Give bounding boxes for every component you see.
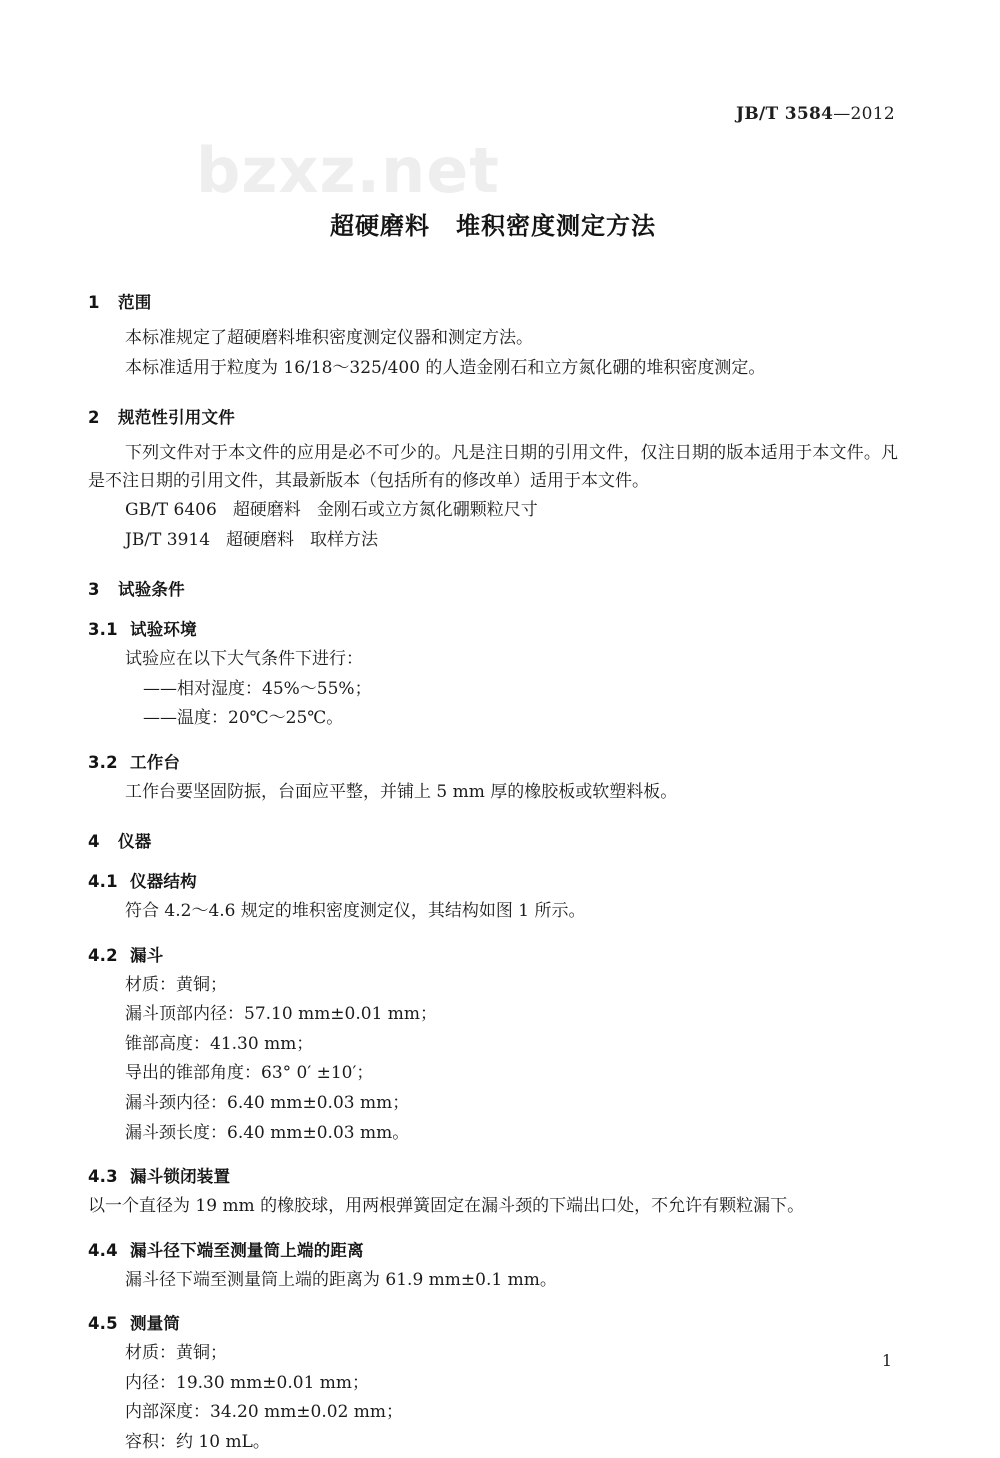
reference-desc-2: 取样方法 [310, 529, 379, 550]
subsection-heading-3-2 [88, 749, 898, 773]
subsection-4-5-line-1: 材质：黄铜； [125, 1343, 227, 1364]
reference-code-2: JB/T 3914 [125, 529, 211, 550]
section-heading-3 [88, 576, 898, 600]
title-part-1: 超硬磨料 [330, 212, 430, 240]
section-1-line-2: 本标准适用于粒度为 16/18～325/400 的人造金刚石和立方氮化硼的堆积密度测定。 [125, 357, 766, 378]
subsection-number-3-2: 3.2 [88, 752, 118, 772]
subsection-number-4-4: 4.4 [88, 1240, 118, 1260]
subsection-number-4-2: 4.2 [88, 945, 118, 965]
standard-separator: — [833, 104, 851, 124]
subsection-3-2-line-1: 工作台要坚固防振，台面应平整，并铺上 5 mm 厚的橡胶板或软塑料板。 [125, 781, 678, 802]
watermark-text: bzxz.net [196, 134, 500, 207]
subsection-4-5-line-2: 内径：19.30 mm±0.01 mm； [125, 1372, 370, 1393]
reference-desc-1: 金刚石或立方氮化硼颗粒尺寸 [316, 500, 538, 521]
standard-header [736, 104, 895, 124]
subsection-heading-4-5 [88, 1310, 898, 1334]
subsection-4-2-line-4: 导出的锥部角度：63° 0′ ±10′； [125, 1063, 374, 1084]
subsection-4-2-line-3: 锥部高度：41.30 mm； [125, 1033, 314, 1054]
page-title [88, 206, 898, 241]
subsection-4-5-line-3: 内部深度：34.20 mm±0.02 mm； [125, 1402, 404, 1423]
subsection-4-4-line-1: 漏斗径下端至测量筒上端的距离为 61.9 mm±0.1 mm。 [125, 1269, 557, 1290]
subsection-heading-4-3 [88, 1163, 898, 1187]
section-title-1: 范围 [118, 293, 152, 312]
section-number-4: 4 [88, 832, 100, 852]
subsection-title-4-4: 漏斗径下端至测量筒上端的距离 [130, 1240, 364, 1260]
section-heading-2 [88, 404, 898, 428]
subsection-4-5-line-4: 容积：约 10 mL。 [125, 1431, 270, 1452]
reference-item-1 [88, 497, 898, 525]
subsection-4-2-line-2: 漏斗顶部内径：57.10 mm±0.01 mm； [125, 1004, 438, 1025]
subsection-title-3-2: 工作台 [130, 752, 181, 772]
subsection-title-4-3: 漏斗锁闭装置 [130, 1167, 231, 1187]
document-body [88, 206, 898, 1458]
section-number-3: 3 [88, 580, 100, 600]
reference-code-1: GB/T 6406 [125, 500, 217, 521]
subsection-number-3-1: 3.1 [88, 620, 118, 640]
reference-name-1: 超硬磨料 [232, 500, 301, 521]
subsection-heading-4-4 [88, 1237, 898, 1261]
subsection-4-1-line-1: 符合 4.2～4.6 规定的堆积密度测定仪，其结构如图 1 所示。 [125, 901, 586, 922]
subsection-4-2-line-6: 漏斗颈长度：6.40 mm±0.03 mm。 [125, 1122, 410, 1143]
standard-code: JB/T 3584 [736, 104, 834, 124]
subsection-heading-4-1 [88, 868, 898, 892]
subsection-4-3-line-1: 以一个直径为 19 mm 的橡胶球，用两根弹簧固定在漏斗颈的下端出口处，不允许有颗粒漏下。 [88, 1196, 805, 1217]
subsection-heading-3-1 [88, 616, 898, 640]
subsection-3-1-line-1: 试验应在以下大气条件下进行： [125, 649, 363, 670]
reference-item-2 [88, 527, 898, 555]
section-title-2: 规范性引用文件 [118, 408, 235, 428]
subsection-title-4-1: 仪器结构 [130, 872, 197, 892]
section-number-1: 1 [88, 293, 100, 312]
page-number: 1 [881, 1351, 892, 1370]
subsection-number-4-5: 4.5 [88, 1314, 118, 1334]
subsection-number-4-1: 4.1 [88, 872, 118, 892]
section-title-3: 试验条件 [118, 580, 185, 600]
section-heading-4 [88, 828, 898, 852]
subsection-number-4-3: 4.3 [88, 1167, 118, 1187]
section-heading-1 [88, 289, 898, 313]
reference-name-2: 超硬磨料 [226, 529, 295, 550]
subsection-title-4-5: 测量筒 [130, 1314, 181, 1334]
subsection-heading-4-2 [88, 942, 898, 966]
section-2-paragraph: 下列文件对于本文件的应用是必不可少的。凡是注日期的引用文件，仅注日期的版本适用于本文件。凡是不注日期的引用文件，其最新版本（包括所有的修改单）适用于本文件。 [88, 443, 898, 491]
subsection-4-2-line-1: 材质：黄铜； [125, 974, 227, 995]
subsection-title-4-2: 漏斗 [130, 945, 164, 965]
subsection-3-1-line-3: ——温度：20℃～25℃。 [143, 708, 344, 729]
section-number-2: 2 [88, 408, 100, 428]
section-1-line-1: 本标准规定了超硬磨料堆积密度测定仪器和测定方法。 [125, 328, 533, 348]
title-part-2: 堆积密度测定方法 [456, 212, 656, 240]
subsection-4-2-line-5: 漏斗颈内径：6.40 mm±0.03 mm； [125, 1092, 410, 1113]
subsection-title-3-1: 试验环境 [130, 620, 197, 640]
subsection-3-1-line-2: ——相对湿度：45%～55%； [143, 678, 372, 699]
standard-year: 2012 [850, 104, 895, 124]
section-title-4: 仪器 [118, 832, 152, 852]
